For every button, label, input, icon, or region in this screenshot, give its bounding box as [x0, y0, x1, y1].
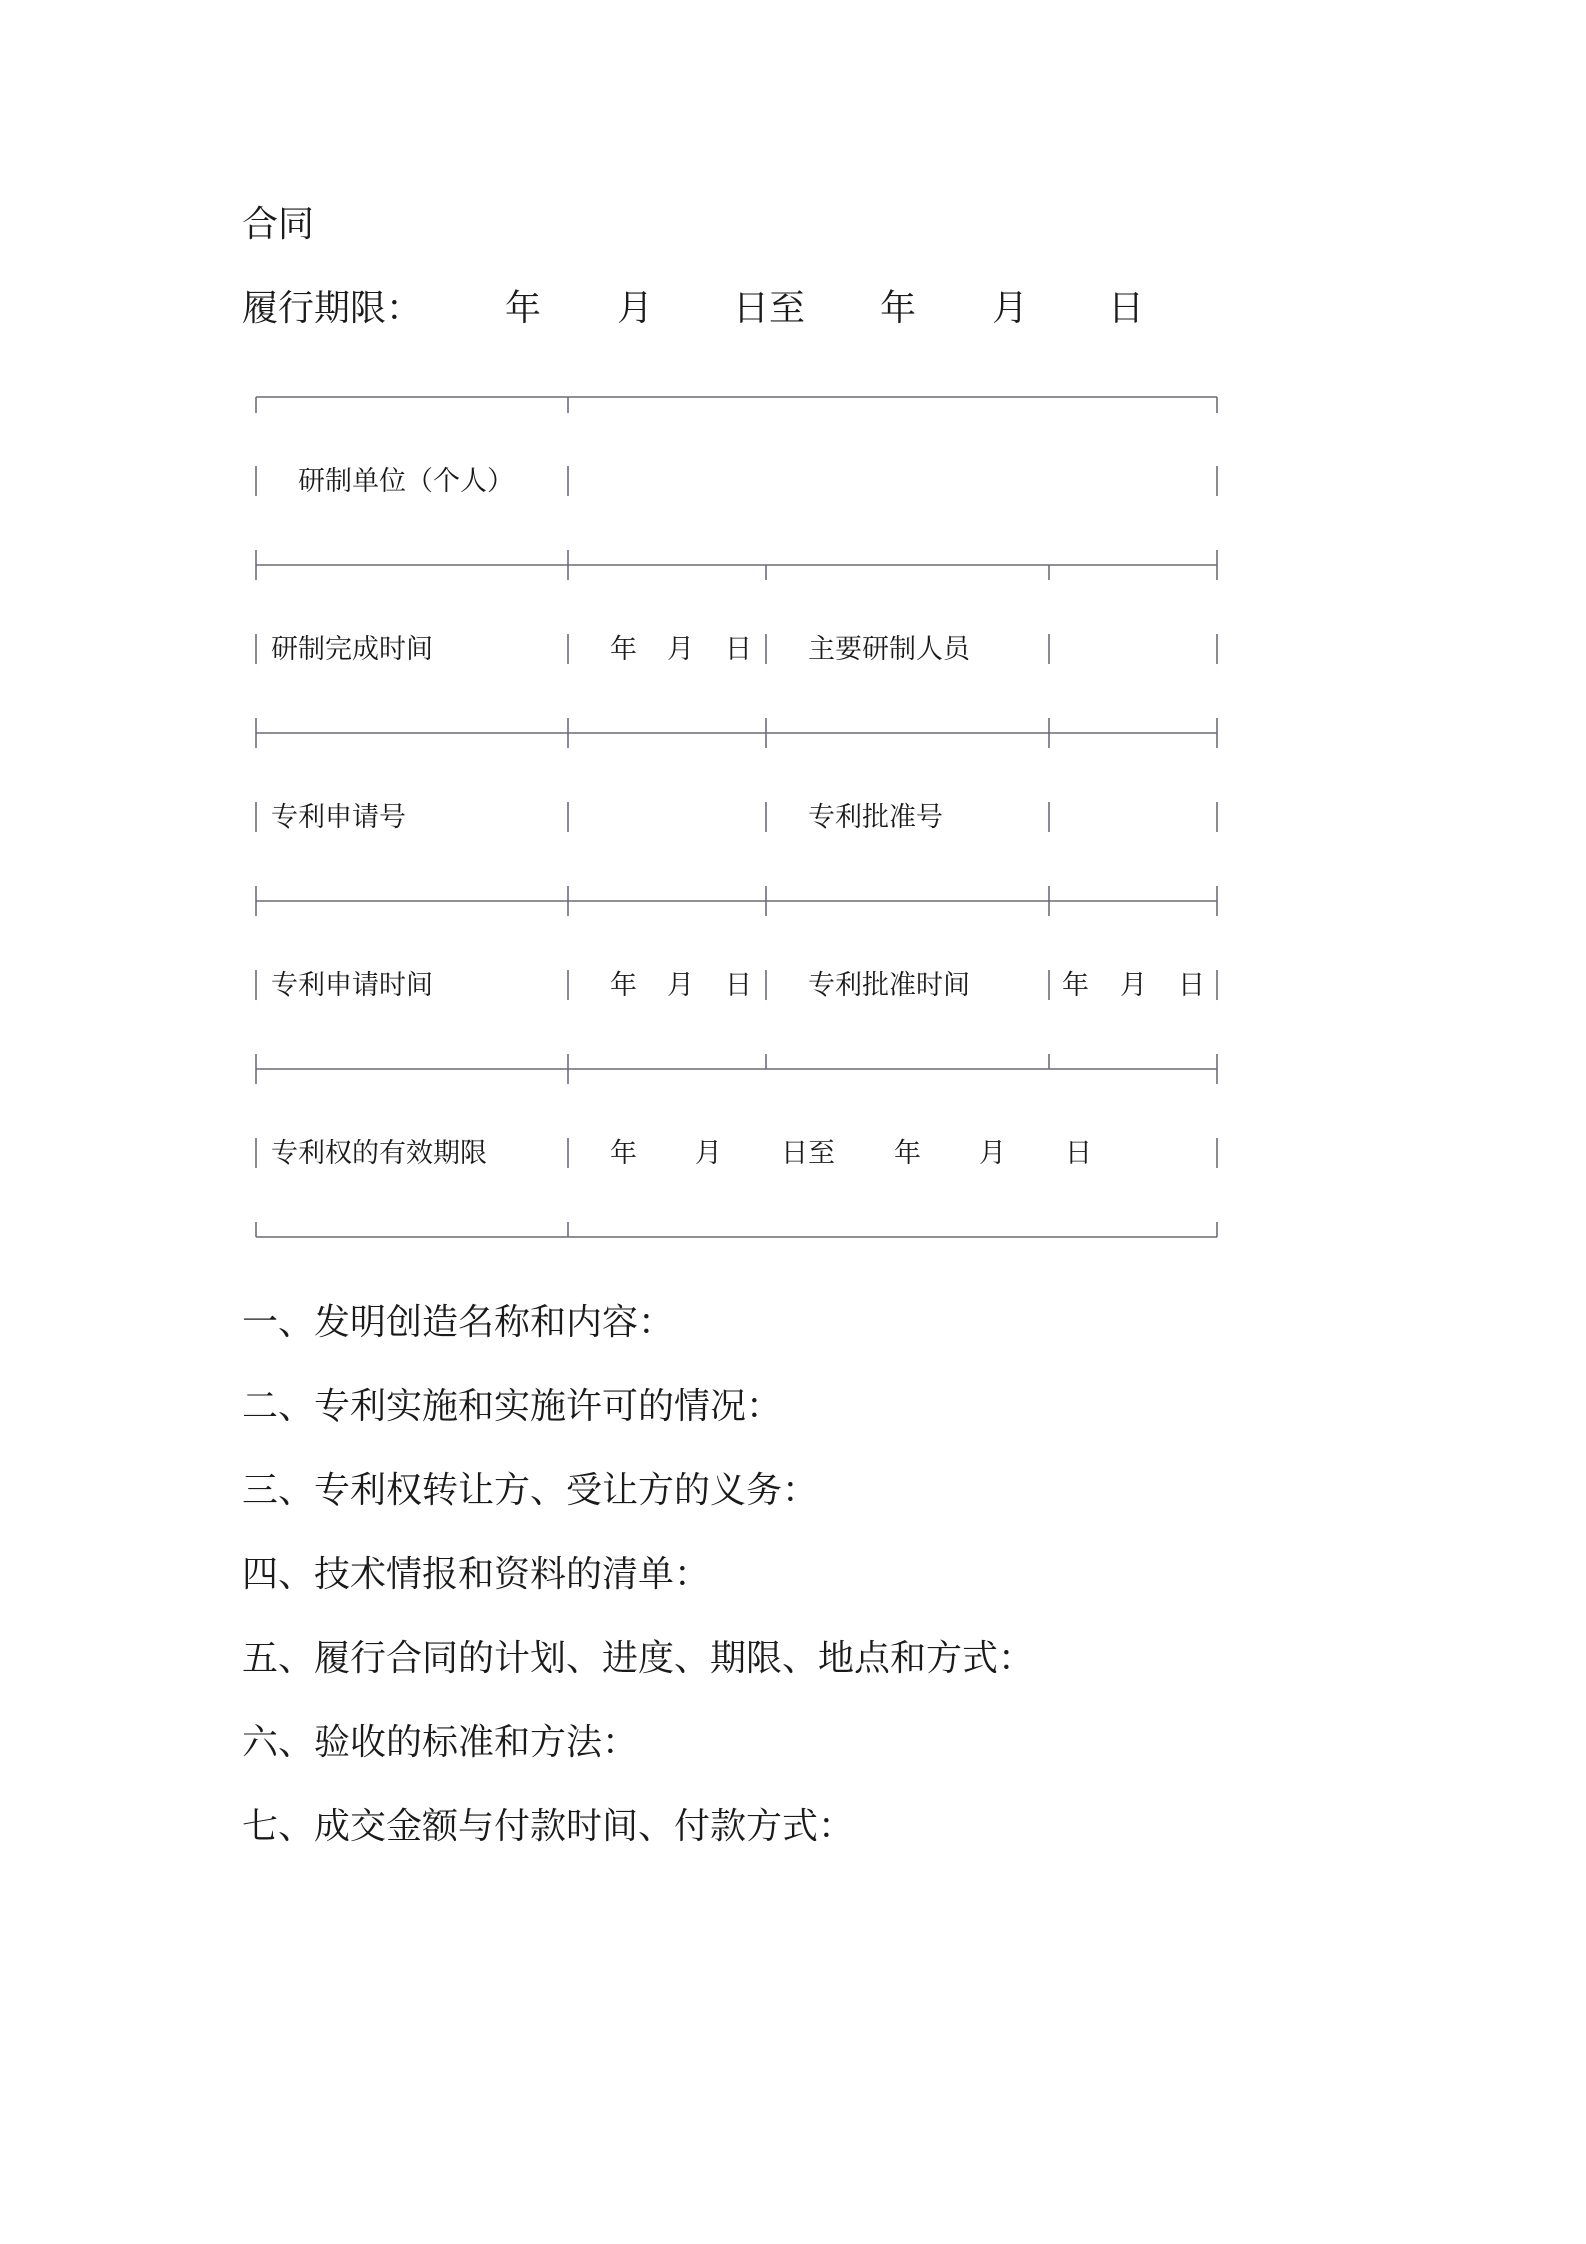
- term-month-end: 月: [992, 288, 1029, 329]
- developer-unit-label: 研制单位（个人）: [298, 466, 514, 497]
- section-2: 二、专利实施和实施许可的情况：: [242, 1386, 783, 1427]
- completion-day: 日: [725, 634, 752, 665]
- completion-month: 月: [667, 634, 694, 665]
- validity-month-start: 月: [695, 1138, 722, 1169]
- application-day: 日: [725, 970, 752, 1001]
- patent-application-time-label: 专利申请时间: [271, 970, 433, 1001]
- term-month-start: 月: [617, 288, 654, 329]
- term-day-end: 日: [1108, 288, 1145, 329]
- validity-year-end: 年: [894, 1138, 921, 1169]
- patent-application-number-label: 专利申请号: [271, 802, 406, 833]
- approval-month: 月: [1120, 970, 1147, 1001]
- validity-year-start: 年: [610, 1138, 637, 1169]
- validity-month-end: 月: [979, 1138, 1006, 1169]
- application-year: 年: [610, 970, 637, 1001]
- section-7: 七、成交金额与付款时间、付款方式：: [242, 1806, 855, 1847]
- patent-validity-label: 专利权的有效期限: [271, 1138, 487, 1169]
- completion-year: 年: [610, 634, 637, 665]
- section-3: 三、专利权转让方、受让方的义务：: [242, 1470, 819, 1511]
- term-year-end: 年: [880, 288, 917, 329]
- patent-approval-time-label: 专利批准时间: [808, 970, 970, 1001]
- application-month: 月: [667, 970, 694, 1001]
- section-6: 六、验收的标准和方法：: [242, 1722, 639, 1763]
- term-year-start: 年: [505, 288, 542, 329]
- section-1: 一、发明创造名称和内容：: [242, 1302, 675, 1343]
- approval-day: 日: [1178, 970, 1205, 1001]
- patent-approval-number-label: 专利批准号: [808, 802, 943, 833]
- approval-year: 年: [1062, 970, 1089, 1001]
- validity-day-start: 日至: [781, 1138, 835, 1169]
- main-developers-label: 主要研制人员: [808, 634, 970, 665]
- completion-time-label: 研制完成时间: [271, 634, 433, 665]
- term-label: 履行期限：: [242, 288, 423, 329]
- term-day-start: 日至: [733, 288, 806, 329]
- page-title: 合同: [242, 204, 315, 245]
- section-5: 五、履行合同的计划、进度、期限、地点和方式：: [242, 1638, 1035, 1679]
- validity-day-end: 日: [1065, 1138, 1092, 1169]
- section-4: 四、技术情报和资料的清单：: [242, 1554, 711, 1595]
